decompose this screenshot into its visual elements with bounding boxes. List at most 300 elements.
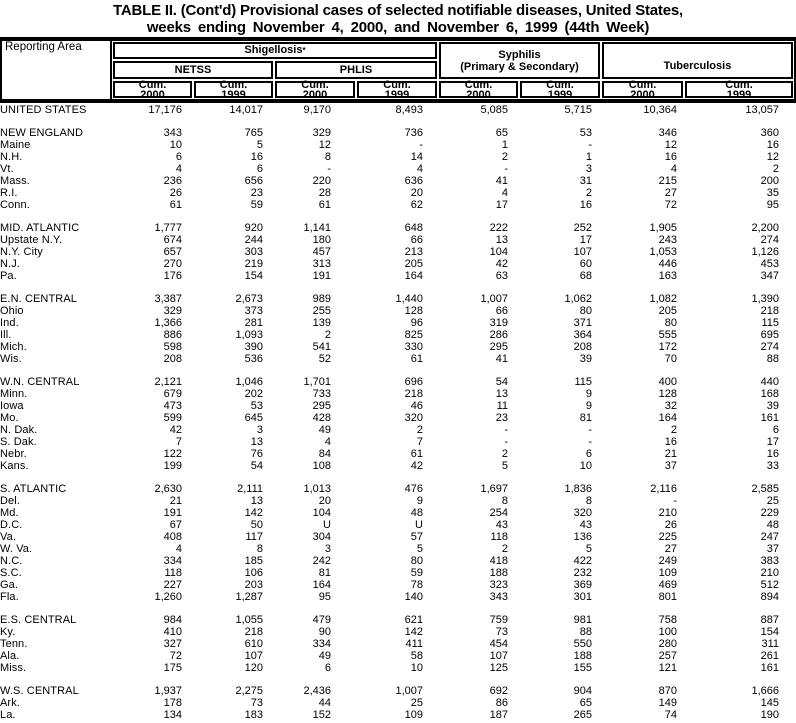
cum-label: Cum.: [138, 78, 167, 91]
value-cell: 457: [312, 246, 331, 258]
table-title-line2: weeks ending November 4, 2000, and November 6, 1999 (44th Week): [146, 19, 650, 36]
value-cell: 2: [501, 448, 508, 460]
value-cell: 286: [489, 329, 508, 341]
value-cell: 54: [250, 460, 263, 472]
value-cell: 2: [585, 187, 592, 199]
value-cell: U: [415, 519, 423, 531]
value-cell: 801: [658, 591, 677, 603]
value-cell: 23: [495, 412, 508, 424]
value-cell: 2,116: [650, 483, 677, 495]
value-cell: 989: [312, 293, 331, 305]
value-cell: 16: [766, 139, 779, 151]
syphilis-group-header: [439, 42, 600, 79]
value-cell: 52: [318, 353, 331, 365]
value-cell: 2,585: [751, 483, 779, 495]
value-cell: 2,436: [303, 685, 331, 697]
value-cell: 142: [404, 626, 423, 638]
value-cell: 311: [761, 638, 779, 650]
value-cell: 21: [664, 448, 677, 460]
reporting-area-cell: MID. ATLANTIC: [0, 222, 80, 234]
value-cell: 13: [495, 234, 508, 246]
cum-label: Cum.: [219, 78, 248, 91]
column-header-netss-cum-2000: [113, 78, 192, 101]
value-cell: 1,905: [649, 222, 677, 234]
table-row: [0, 519, 796, 531]
value-cell: 320: [573, 507, 592, 519]
value-cell: 23: [250, 187, 263, 199]
value-cell: 5,715: [564, 104, 592, 116]
value-cell: 20: [318, 495, 331, 507]
reporting-area-header: Reporting Area: [2, 41, 112, 99]
value-cell: 265: [573, 709, 592, 721]
value-cell: 208: [163, 353, 182, 365]
section-total-row: [0, 127, 796, 139]
value-cell: 31: [579, 175, 592, 187]
value-cell: 252: [573, 222, 592, 234]
value-cell: 440: [760, 376, 779, 388]
reporting-area-cell: W.S. CENTRAL: [0, 685, 79, 697]
value-cell: 247: [760, 531, 779, 543]
value-cell: 67: [169, 519, 182, 531]
value-cell: 161: [760, 412, 779, 424]
value-cell: 95: [318, 591, 331, 603]
value-cell: 17,176: [148, 104, 182, 116]
column-header-netss-cum-1999: [194, 78, 273, 101]
value-cell: 1,366: [154, 317, 182, 329]
table-row: [0, 448, 796, 460]
reporting-area-cell: Kans.: [0, 460, 29, 472]
value-cell: 2: [501, 543, 508, 555]
value-cell: 37: [664, 460, 677, 472]
value-cell: 7: [416, 436, 423, 448]
value-cell: 274: [760, 341, 779, 353]
value-cell: 648: [404, 222, 423, 234]
value-cell: 1,697: [480, 483, 508, 495]
value-cell: -: [588, 424, 592, 436]
value-cell: 599: [163, 412, 182, 424]
value-cell: 334: [312, 638, 331, 650]
table-row: [0, 567, 796, 579]
value-cell: 218: [244, 626, 263, 638]
value-cell: 598: [163, 341, 182, 353]
reporting-area-cell: Conn.: [0, 199, 30, 211]
value-cell: 2: [501, 151, 508, 163]
value-cell: 343: [489, 591, 508, 603]
value-cell: 58: [410, 650, 423, 662]
table-row: [0, 234, 796, 246]
table-row: [0, 175, 796, 187]
value-cell: 2,111: [237, 483, 263, 495]
value-cell: 281: [244, 317, 263, 329]
table-row: [0, 579, 796, 591]
value-cell: 225: [658, 531, 677, 543]
value-cell: 65: [495, 127, 508, 139]
value-cell: 329: [312, 127, 331, 139]
value-cell: 142: [244, 507, 263, 519]
section-total-row: [0, 104, 796, 116]
value-cell: 8,493: [395, 104, 423, 116]
table-row: [0, 555, 796, 567]
value-cell: 14: [410, 151, 423, 163]
value-cell: 243: [658, 234, 677, 246]
value-cell: 1,062: [564, 293, 592, 305]
value-cell: 1,701: [303, 376, 331, 388]
value-cell: 49: [318, 424, 331, 436]
value-cell: 469: [658, 579, 677, 591]
table-row: [0, 400, 796, 412]
value-cell: 50: [250, 519, 263, 531]
value-cell: 39: [766, 400, 779, 412]
value-cell: 109: [404, 709, 423, 721]
value-cell: 16: [579, 199, 592, 211]
value-cell: -: [504, 163, 508, 175]
value-cell: 254: [489, 507, 508, 519]
value-cell: 1,260: [154, 591, 182, 603]
value-cell: 887: [760, 614, 779, 626]
value-cell: 2,673: [235, 293, 263, 305]
table-row: [0, 460, 796, 472]
value-cell: 39: [579, 353, 592, 365]
section-gap-row: [0, 472, 796, 483]
syphilis-label-line2: (Primary & Secondary): [460, 60, 579, 73]
table-title: [0, 0, 796, 36]
value-cell: 8: [324, 151, 331, 163]
tuberculosis-group-header: Tuberculosis: [602, 42, 793, 79]
value-cell: 16: [766, 448, 779, 460]
reporting-area-cell: Ind.: [0, 317, 19, 329]
value-cell: 13: [495, 388, 508, 400]
value-cell: 139: [312, 317, 331, 329]
value-cell: 115: [574, 376, 592, 388]
column-header-syphilis-cum-2000: [439, 78, 518, 101]
value-cell: 10: [579, 460, 592, 472]
table-row: [0, 199, 796, 211]
reporting-area-cell: Md.: [0, 507, 19, 519]
value-cell: 6: [175, 151, 182, 163]
value-cell: -: [419, 139, 423, 151]
value-cell: 541: [312, 341, 331, 353]
value-cell: 59: [410, 567, 423, 579]
table-row: [0, 187, 796, 199]
value-cell: 280: [658, 638, 677, 650]
value-cell: 1,007: [480, 293, 508, 305]
value-cell: 1: [585, 151, 592, 163]
table-row: [0, 151, 796, 163]
table-header: [0, 37, 796, 103]
value-cell: 232: [573, 567, 592, 579]
section-total-row: [0, 376, 796, 388]
value-cell: 360: [760, 127, 779, 139]
value-cell: 512: [760, 579, 779, 591]
value-cell: 4: [324, 436, 331, 448]
reporting-area-cell: Ohio: [0, 305, 24, 317]
value-cell: 1,141: [303, 222, 331, 234]
value-cell: 17: [579, 234, 592, 246]
value-cell: 5: [501, 460, 508, 472]
value-cell: 369: [573, 579, 592, 591]
value-cell: 12: [318, 139, 331, 151]
year-label: 1999: [547, 88, 573, 101]
value-cell: 48: [766, 519, 779, 531]
value-cell: 63: [495, 270, 508, 282]
value-cell: 610: [244, 638, 263, 650]
value-cell: 100: [658, 626, 677, 638]
table-row: [0, 495, 796, 507]
table-row: [0, 317, 796, 329]
column-header-phlis-cum-1999: [357, 78, 437, 101]
value-cell: 894: [760, 591, 779, 603]
value-cell: 81: [318, 567, 331, 579]
value-cell: 107: [489, 650, 508, 662]
value-cell: 6: [324, 662, 331, 674]
value-cell: 154: [244, 270, 263, 282]
value-cell: 154: [760, 626, 779, 638]
year-label: 1999: [384, 88, 410, 101]
value-cell: 479: [312, 614, 331, 626]
value-cell: 175: [163, 662, 182, 674]
value-cell: 453: [760, 258, 779, 270]
value-cell: 66: [410, 234, 423, 246]
value-cell: 42: [495, 258, 508, 270]
section-total-row: [0, 483, 796, 495]
reporting-area-cell: Pa.: [0, 270, 17, 282]
value-cell: 904: [573, 685, 592, 697]
value-cell: 825: [404, 329, 423, 341]
section-gap-row: [0, 603, 796, 614]
value-cell: 161: [760, 662, 779, 674]
value-cell: 5: [585, 543, 592, 555]
value-cell: 136: [573, 531, 592, 543]
value-cell: 84: [318, 448, 331, 460]
value-cell: 76: [250, 448, 263, 460]
reporting-area-cell: Maine: [0, 139, 31, 151]
section-total-row: [0, 293, 796, 305]
value-cell: 95: [766, 199, 779, 211]
data-table-body: [0, 104, 796, 721]
reporting-area-cell: Iowa: [0, 400, 24, 412]
value-cell: 213: [404, 246, 423, 258]
value-cell: 674: [163, 234, 182, 246]
value-cell: 215: [658, 175, 677, 187]
value-cell: 13,057: [745, 104, 779, 116]
value-cell: 17: [495, 199, 508, 211]
value-cell: 347: [760, 270, 779, 282]
value-cell: 218: [404, 388, 423, 400]
value-cell: 200: [760, 175, 779, 187]
reporting-area-cell: Upstate N.Y.: [0, 234, 63, 246]
value-cell: 14,017: [229, 104, 263, 116]
reporting-area-cell: S. ATLANTIC: [0, 483, 67, 495]
table-row: [0, 543, 796, 555]
table-row: [0, 662, 796, 674]
reporting-area-cell: R.I.: [0, 187, 18, 199]
value-cell: 984: [163, 614, 182, 626]
reporting-area-cell: Mich.: [0, 341, 27, 353]
reporting-area-cell: E.N. CENTRAL: [0, 293, 77, 305]
value-cell: 205: [658, 305, 677, 317]
value-cell: 1,390: [751, 293, 779, 305]
value-cell: 46: [410, 400, 423, 412]
value-cell: 164: [404, 270, 423, 282]
value-cell: 25: [410, 697, 423, 709]
value-cell: 645: [244, 412, 263, 424]
year-label: 2000: [140, 88, 165, 101]
value-cell: 208: [573, 341, 592, 353]
value-cell: 27: [664, 187, 677, 199]
value-cell: 227: [163, 579, 182, 591]
value-cell: 218: [760, 305, 779, 317]
value-cell: 152: [312, 709, 331, 721]
value-cell: 88: [766, 353, 779, 365]
value-cell: 759: [489, 614, 508, 626]
table-row: [0, 626, 796, 638]
value-cell: 49: [318, 650, 331, 662]
value-cell: 1,082: [649, 293, 677, 305]
value-cell: 346: [658, 127, 677, 139]
value-cell: 981: [573, 614, 592, 626]
value-cell: 61: [410, 448, 423, 460]
value-cell: 164: [312, 579, 331, 591]
reporting-area-cell: S.C.: [0, 567, 22, 579]
table-title-line1: TABLE II. (Cont'd) Provisional cases of selected notifiable diseases, United States,: [113, 2, 683, 19]
value-cell: U: [323, 519, 331, 531]
value-cell: 16: [664, 151, 677, 163]
value-cell: 155: [573, 662, 592, 674]
reporting-area-cell: N.H.: [0, 151, 23, 163]
value-cell: 65: [579, 697, 592, 709]
value-cell: 476: [404, 483, 423, 495]
value-cell: 536: [244, 353, 263, 365]
value-cell: 1,777: [154, 222, 182, 234]
reporting-area-cell: Miss.: [0, 662, 27, 674]
value-cell: 9: [585, 388, 592, 400]
year-label: 1999: [726, 88, 752, 101]
value-cell: 72: [664, 199, 677, 211]
data-table: [0, 104, 796, 721]
value-cell: 61: [318, 199, 331, 211]
value-cell: 25: [766, 495, 779, 507]
value-cell: 86: [495, 697, 508, 709]
value-cell: 74: [664, 709, 677, 721]
cum-label: Cum.: [301, 78, 329, 91]
table-row: [0, 258, 796, 270]
value-cell: 3,387: [154, 293, 182, 305]
value-cell: -: [504, 424, 508, 436]
value-cell: 199: [163, 460, 182, 472]
value-cell: 203: [244, 579, 263, 591]
value-cell: 373: [244, 305, 263, 317]
table-row: [0, 591, 796, 603]
value-cell: 66: [495, 305, 508, 317]
value-cell: 330: [404, 341, 423, 353]
value-cell: 2: [772, 163, 779, 175]
value-cell: 108: [312, 460, 331, 472]
value-cell: 96: [410, 317, 423, 329]
value-cell: 12: [664, 139, 677, 151]
value-cell: 636: [404, 175, 423, 187]
value-cell: 104: [312, 507, 331, 519]
column-header-phlis-cum-2000: [275, 78, 355, 101]
table-row: [0, 424, 796, 436]
value-cell: 81: [579, 412, 592, 424]
value-cell: 1,013: [303, 483, 331, 495]
value-cell: 48: [410, 507, 423, 519]
value-cell: 222: [489, 222, 508, 234]
value-cell: 33: [766, 460, 779, 472]
reporting-area-cell: Ga.: [0, 579, 19, 591]
value-cell: 733: [312, 388, 331, 400]
value-cell: 219: [244, 258, 263, 270]
value-cell: 9,170: [303, 104, 331, 116]
reporting-area-cell: Ky.: [0, 626, 16, 638]
value-cell: 117: [245, 531, 263, 543]
value-cell: 70: [664, 353, 677, 365]
value-cell: -: [504, 436, 508, 448]
value-cell: 1,836: [564, 483, 592, 495]
value-cell: 80: [410, 555, 423, 567]
value-cell: 304: [312, 531, 331, 543]
value-cell: 16: [250, 151, 263, 163]
value-cell: 107: [244, 650, 263, 662]
value-cell: 220: [312, 175, 331, 187]
value-cell: 295: [489, 341, 508, 353]
value-cell: 274: [760, 234, 779, 246]
value-cell: 1,666: [751, 685, 779, 697]
reporting-area-cell: N.C.: [0, 555, 23, 567]
value-cell: 4: [416, 163, 423, 175]
reporting-area-cell: Vt.: [0, 163, 14, 175]
value-cell: 371: [573, 317, 592, 329]
value-cell: 32: [664, 400, 677, 412]
value-cell: 188: [573, 650, 592, 662]
phlis-subgroup-header: PHLIS: [275, 61, 437, 79]
value-cell: 43: [579, 519, 592, 531]
column-header-tb-cum-2000: [602, 78, 683, 101]
value-cell: 301: [573, 591, 592, 603]
value-cell: 1,093: [235, 329, 263, 341]
value-cell: 176: [163, 270, 182, 282]
value-cell: 9: [416, 495, 423, 507]
value-cell: 295: [312, 400, 331, 412]
value-cell: 10: [169, 139, 182, 151]
value-cell: 6: [256, 163, 263, 175]
reporting-area-cell: Nebr.: [0, 448, 27, 460]
value-cell: 313: [312, 258, 331, 270]
table-row: [0, 507, 796, 519]
value-cell: 428: [312, 412, 331, 424]
value-cell: 621: [404, 614, 423, 626]
value-cell: 695: [760, 329, 779, 341]
value-cell: 8: [501, 495, 508, 507]
value-cell: 26: [169, 187, 182, 199]
netss-subgroup-header: NETSS: [113, 61, 273, 79]
value-cell: 118: [164, 567, 182, 579]
value-cell: 2,275: [235, 685, 263, 697]
value-cell: 6: [772, 424, 779, 436]
value-cell: 8: [256, 543, 263, 555]
reporting-area-cell: D.C.: [0, 519, 23, 531]
table-row: [0, 650, 796, 662]
shigellosis-group-header: Shigellosis *: [113, 42, 437, 59]
value-cell: 185: [244, 555, 263, 567]
value-cell: 696: [404, 376, 423, 388]
section-gap-row: [0, 211, 796, 222]
value-cell: 8: [585, 495, 592, 507]
year-label: 2000: [302, 88, 328, 101]
shigellosis-label: Shigellosis: [244, 44, 303, 56]
reporting-area-cell: Tenn.: [0, 638, 28, 650]
value-cell: 870: [658, 685, 677, 697]
